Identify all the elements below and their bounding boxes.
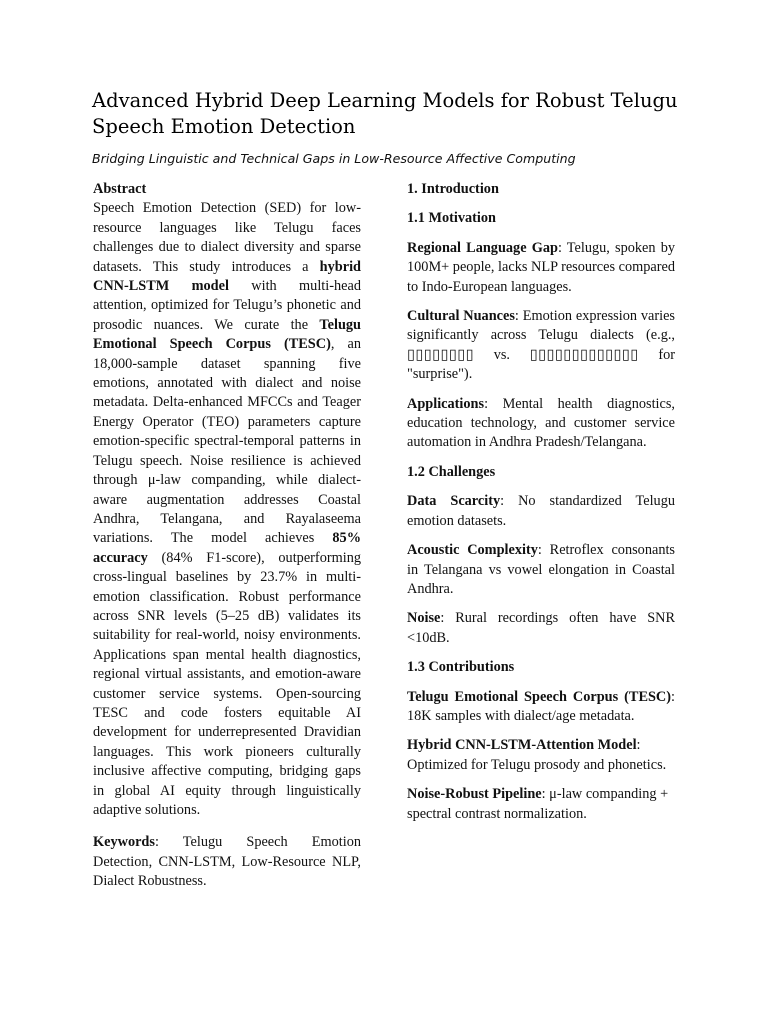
regional-label: Regional Language Gap — [407, 239, 558, 256]
keywords — [93, 833, 361, 891]
right-column — [407, 180, 675, 834]
paper-subtitle: Bridging Linguistic and Technical Gaps in Low-Resource Affective Computing — [92, 151, 576, 166]
applications-text: : Mental health diagnostics, education technology, and customer service automation in Andhra Pradesh/Telangana. — [407, 395, 675, 451]
section-heading-introduction: 1. Introduction — [407, 181, 499, 197]
cultural-text-1: : Emotion expression varies significantly across Telugu dialects (e.g., — [407, 308, 675, 344]
applications-label: Applications — [407, 395, 485, 412]
abstract-text-1: Speech Emotion Detection (SED) for low-resource languages like Telugu faces challenges due to dialect diversity and sparse datasets. This study introduces a — [93, 200, 361, 275]
motivation-regional — [407, 239, 675, 297]
telugu-word-1: ▯▯▯▯▯▯▯▯ — [407, 346, 474, 363]
cultural-text-2: for "surprise"). — [407, 346, 675, 383]
contribution-pipeline — [407, 785, 675, 824]
contribution-model — [407, 736, 675, 775]
keywords-text: : Telugu Speech Emotion Detection, CNN-LSTM, Low-Resource NLP, Dialect Robustness. — [93, 834, 361, 890]
abstract-text-4: (84% F1-score), outperforming cross-lingual baselines by 23.7% in multi-emotion classification. Robust performance across SNR levels (5–25 dB) validates its suitability for real-world, noisy environments. Applications span mental health diagnostics, regional virtual assistants, and emotion-aware customer service systems. Open-sourcing TESC and code fosters equitable AI development for underrepresented Dravidian languages. This work pioneers culturally inclusive affective computing, bridging gaps in global AI equity through linguistically adaptive solutions. — [93, 549, 361, 818]
acoustic-label: Acoustic Complexity — [407, 542, 538, 559]
abstract-text-2: with multi-head attention, optimized for Telugu’s phonetic and prosodic nuances. We curate the — [93, 278, 361, 333]
abstract-text-3: , an 18,000-sample dataset spanning five emotions, annotated with dialect and noise metadata. Delta-enhanced MFCCs and Teager Energy Operator (TEO) parameters capture emotion-specific spectral-temporal patterns in Telugu speech. Noise resilience is achieved through μ-law companding, while dialect-aware augmentation addresses Coastal Andhra, Telangana, and Rayalaseema variations. The model achieves — [93, 336, 361, 547]
motivation-cultural — [407, 307, 675, 385]
regional-text: : Telugu, spoken by 100M+ people, lacks NLP resources compared to Indo-European languages. — [407, 239, 675, 295]
left-column — [93, 180, 361, 892]
subsection-heading-challenges: 1.2 Challenges — [407, 463, 496, 480]
data-scarcity-label: Data Scarcity — [407, 493, 501, 510]
model-label: Hybrid CNN-LSTM-Attention Model — [407, 737, 637, 754]
challenge-data-scarcity — [407, 492, 675, 531]
paper-title: Advanced Hybrid Deep Learning Models for Robust Telugu Speech Emotion Detection — [92, 89, 678, 138]
abstract-body — [93, 199, 361, 820]
cultural-label: Cultural Nuances — [407, 308, 515, 325]
pipeline-text: : μ-law companding + spectral contrast normalization. — [407, 786, 669, 822]
subsection-heading-motivation: 1.1 Motivation — [407, 210, 496, 227]
abstract-heading: Abstract — [93, 181, 147, 197]
tesc-text: : 18K samples with dialect/age metadata. — [407, 688, 675, 724]
tesc-label: Telugu Emotional Speech Corpus (TESC) — [407, 688, 672, 705]
challenge-acoustic — [407, 541, 675, 599]
contribution-tesc — [407, 688, 675, 727]
abstract-emphasis-model: hybrid CNN-LSTM model — [93, 258, 361, 295]
abstract-emphasis-accuracy: 85% accuracy — [93, 530, 361, 566]
acoustic-text: : Retroflex consonants in Telangana vs vowel elongation in Coastal Andhra. — [407, 542, 675, 597]
noise-text: : Rural recordings often have SNR <10dB. — [407, 610, 675, 646]
cultural-vs: vs. — [473, 346, 530, 363]
telugu-word-2: ▯▯▯▯▯▯▯▯▯▯▯▯▯ — [529, 346, 639, 363]
keywords-label: Keywords — [93, 834, 155, 851]
abstract-emphasis-corpus: Telugu Emotional Speech Corpus (TESC) — [93, 316, 361, 353]
pipeline-label: Noise-Robust Pipeline — [407, 786, 542, 803]
challenge-noise — [407, 609, 675, 648]
model-text: : Optimized for Telugu prosody and phonetics. — [407, 737, 667, 773]
subsection-heading-contributions: 1.3 Contributions — [407, 659, 515, 676]
noise-label: Noise — [407, 610, 441, 627]
data-scarcity-text: : No standardized Telugu emotion datasets. — [407, 493, 675, 529]
motivation-applications — [407, 395, 675, 453]
